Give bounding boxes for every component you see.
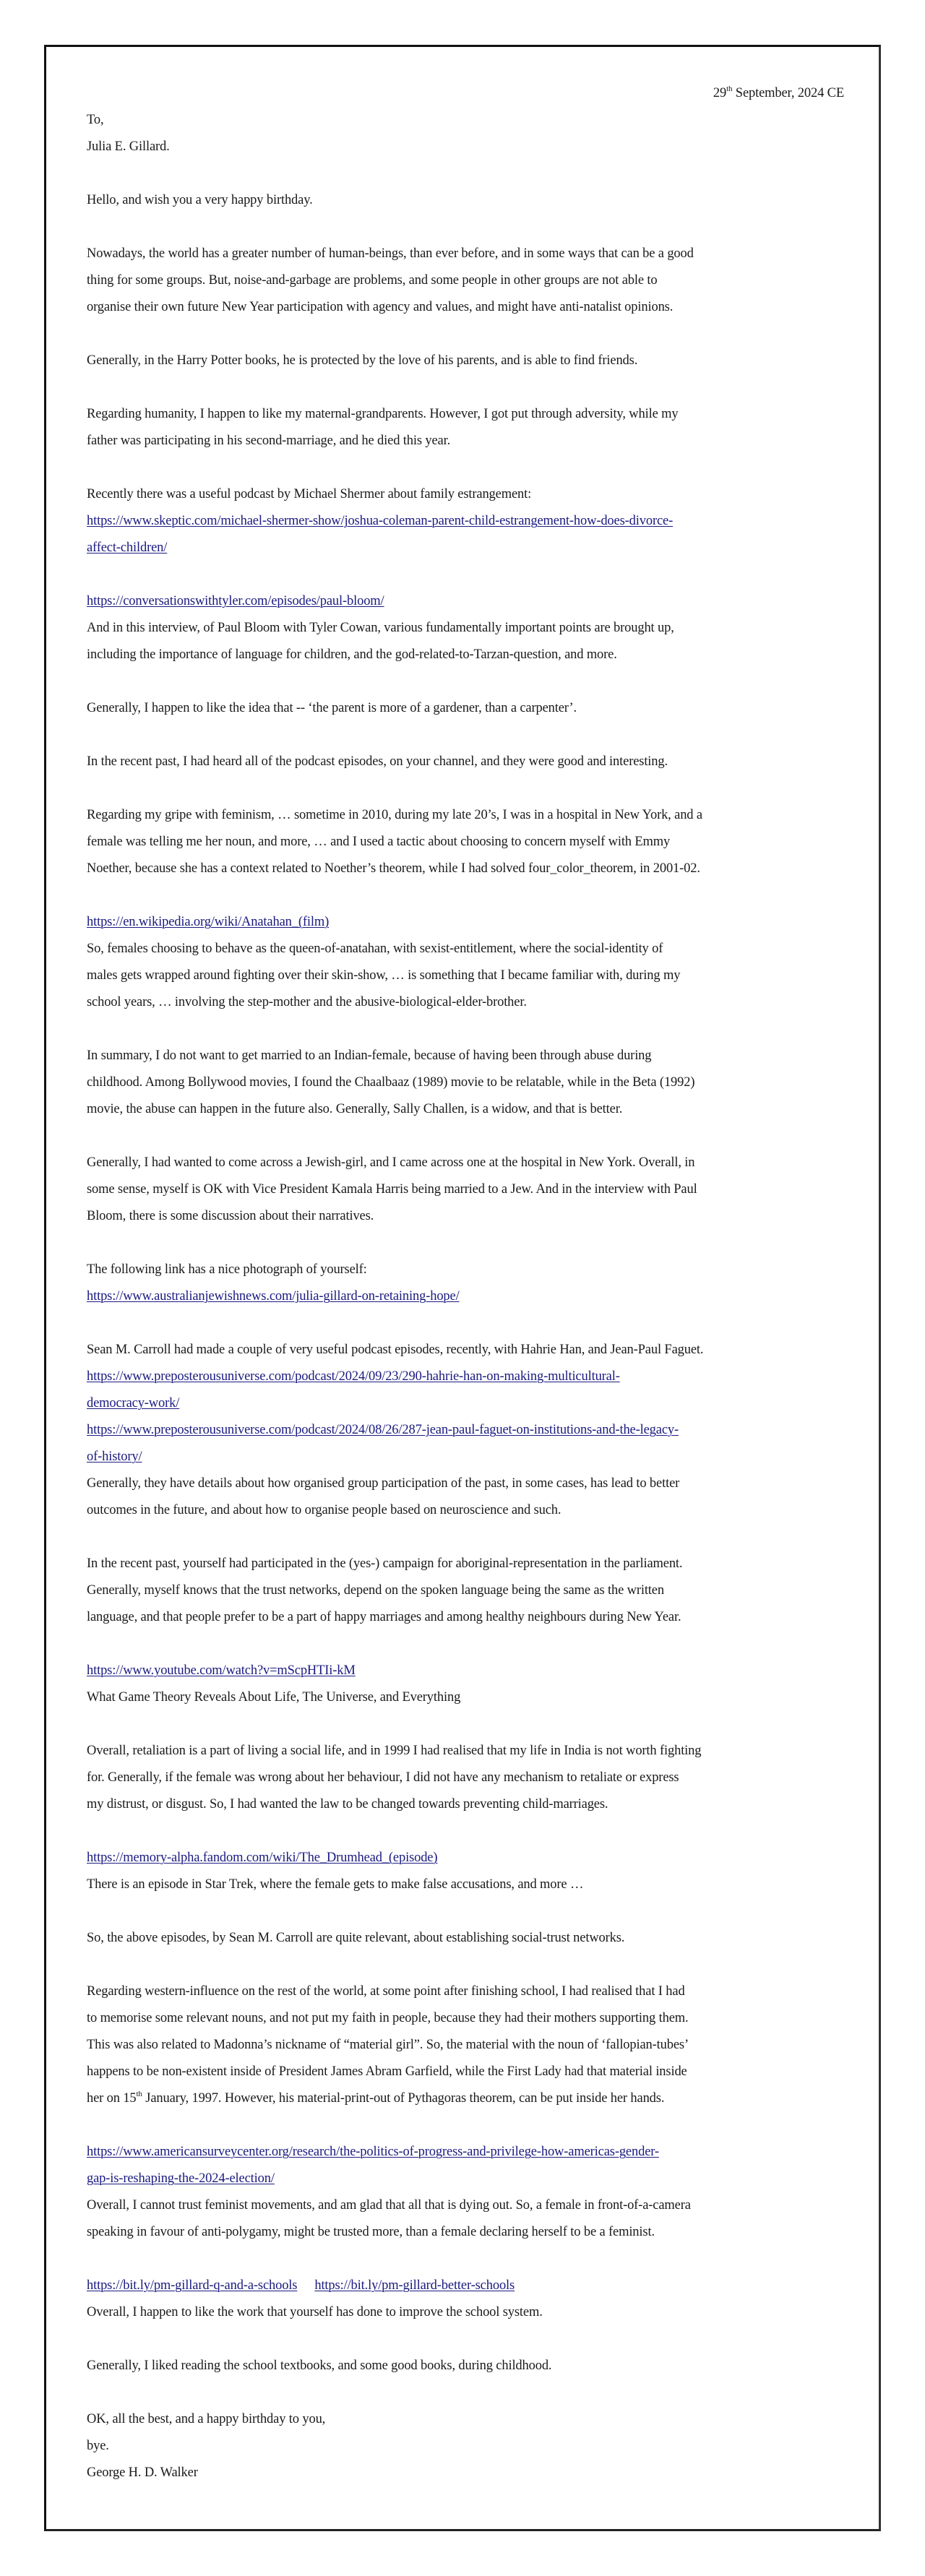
closing-wishes: OK, all the best, and a happy birthday to you, [87, 2412, 326, 2426]
paragraph-game-theory: https://www.youtube.com/watch?v=mScpHTIi-kM What Game Theory Reveals About Life, The Universe, and Everything [87, 1663, 461, 1705]
american-survey-center-link[interactable]: https://www.americansurveycenter.org/research/the-politics-of-progress-and-privilege-how-americas-gender- [87, 2145, 659, 2159]
paragraph-retaliation: Overall, retaliation is a part of living a social life, and in 1999 I had realised that my life in India is not worth fighting for. Generally, if the female was wrong about her behaviour, I did not have any mechanism to retaliate or express my distrust, or disgust. So, I had wanted the law to be changed towards preventing child-marriages. [87, 1744, 702, 1812]
closing-bye: bye. [87, 2439, 109, 2453]
to-label: To, [87, 113, 104, 127]
letter-date: 29th September, 2024 CE [713, 84, 844, 100]
paragraph-humanity: Regarding humanity, I happen to like my maternal-grandparents. However, I got put through adversity, while my father was participating in his second-marriage, and he died this year. [87, 407, 679, 448]
skeptic-link-cont[interactable]: affect-children/ [87, 540, 168, 555]
paragraph-schools: https://bit.ly/pm-gillard-q-and-a-schools https://bit.ly/pm-gillard-better-schools Overall, I happen to like the work that yourself has done to improve the school system. [87, 2278, 543, 2319]
paragraph-drumhead: https://memory-alpha.fandom.com/wiki/The_Drumhead_(episode) There is an episode in Star Trek, where the female gets to make false accusations, and more … [87, 1851, 584, 1892]
signature: George H. D. Walker [87, 2465, 198, 2480]
letter-page [44, 45, 881, 2531]
gillard-better-schools-link[interactable]: https://bit.ly/pm-gillard-better-schools [314, 2278, 515, 2293]
hahrie-han-podcast-link[interactable]: https://www.preposterousuniverse.com/podcast/2024/09/23/290-hahrie-han-on-making-multicultural- [87, 1369, 620, 1384]
skeptic-link[interactable]: https://www.skeptic.com/michael-shermer-show/joshua-coleman-parent-child-estrangement-how-does-divorce- [87, 514, 674, 528]
memory-alpha-drumhead-link[interactable]: https://memory-alpha.fandom.com/wiki/The_Drumhead_(episode) [87, 1851, 438, 1865]
paragraph-photograph: The following link has a nice photograph of yourself: https://www.australianjewishnews.com/julia-gillard-on-retaining-hope/ [87, 1262, 460, 1304]
paragraph-western-influence: Regarding western-influence on the rest of the world, at some point after finishing school, I had realised that I had to memorise some relevant nouns, and not put my faith in people, because they had their mothers supporting them. This was also related to Madonna’s nickname of “material girl”. So, the material with the noun of ‘fallopian-tubes’ happens to be non-existent inside of President James Abram Garfield, while the First Lady had that material inside her on 15th January, 1997. However, his material-print-out of Pythagoras theorem, can be put inside her hands. [87, 1984, 689, 2106]
conversations-with-tyler-link[interactable]: https://conversationswithtyler.com/episodes/paul-bloom/ [87, 594, 384, 608]
paragraph-carroll-relevance: So, the above episodes, by Sean M. Carroll are quite relevant, about establishing social-trust networks. [87, 1931, 625, 1945]
faguet-podcast-link-cont[interactable]: of-history/ [87, 1449, 142, 1464]
gillard-q-and-a-schools-link[interactable]: https://bit.ly/pm-gillard-q-and-a-schools [87, 2278, 298, 2293]
closing [87, 2406, 846, 2486]
recipient-name: Julia E. Gillard. [87, 139, 170, 154]
paragraph-sean-carroll: Sean M. Carroll had made a couple of very useful podcast episodes, recently, with Hahrie Han, and Jean-Paul Faguet. https://www.preposterousuniverse.com/podcast/2024/09/23/290-hahrie-han-on-making-multicultural- democracy-work/ https://www.preposterousuniverse.com/podcast/2024/08/26/287-jean-paul-faguet-on-institutions-and-the-legacy- of-history/ Generally, they have details about how organised group participation of the past, in some cases, has lead to better outcomes in the future, and about how to organise people based on neuroscience and such. [87, 1343, 704, 1517]
paragraph-shermer: Recently there was a useful podcast by Michael Shermer about family estrangement: https://www.skeptic.com/michael-shermer-show/joshua-coleman-parent-child-estrangement-how-does-divorce- affect-children/ [87, 487, 674, 555]
letter-body [87, 80, 846, 2486]
paragraph-podcast-episodes: In the recent past, I had heard all of the podcast episodes, on your channel, and they were good and interesting. [87, 754, 668, 769]
greeting: Hello, and wish you a very happy birthday. [87, 193, 313, 207]
paragraph-aboriginal-representation: In the recent past, yourself had participated in the (yes-) campaign for aboriginal-representation in the parliament. Generally, myself knows that the trust networks, depend on the spoken language being the same as the written language, and that people prefer to be a part of happy marriages and among healthy neighbours during New Year. [87, 1556, 683, 1624]
paragraph-harry-potter: Generally, in the Harry Potter books, he is protected by the love of his parents, and is able to find friends. [87, 353, 638, 368]
paragraph-gardener: Generally, I happen to like the idea that -- ‘the parent is more of a gardener, than a carpenter’. [87, 701, 577, 715]
hahrie-han-podcast-link-cont[interactable]: democracy-work/ [87, 1396, 180, 1410]
paragraph-paul-bloom: https://conversationswithtyler.com/episodes/paul-bloom/ And in this interview, of Paul Bloom with Tyler Cowan, various fundamentally important points are brought up, including the importance of language for children, and the god-related-to-Tarzan-question, and more. [87, 594, 674, 662]
paragraph-feminism: Regarding my gripe with feminism, … sometime in 2010, during my late 20’s, I was in a hospital in New York, and a female was telling me her noun, and more, … and I used a tactic about choosing to concern myself with Emmy Noether, because she has a context related to Noether’s theorem, while I had solved four_color_theorem, in 2001-02. [87, 808, 702, 876]
paragraph-anatahan: https://en.wikipedia.org/wiki/Anatahan_(film) So, females choosing to behave as the queen-of-anatahan, with sexist-entitlement, where the social-identity of males gets wrapped around fighting over their skin-show, … is something that I became familiar with, during my school years, … involving the step-mother and the abusive-biological-elder-brother. [87, 915, 681, 1009]
paragraph-gender-gap: https://www.americansurveycenter.org/research/the-politics-of-progress-and-privilege-how-americas-gender- gap-is-reshaping-the-2024-election/ Overall, I cannot trust feminist movements, and am glad that all that is dying out. So, a female in front-of-a-camera speaking in favour of anti-polygamy, might be trusted more, than a female declaring herself to be a feminist. [87, 2145, 691, 2239]
australian-jewish-news-link[interactable]: https://www.australianjewishnews.com/julia-gillard-on-retaining-hope/ [87, 1289, 460, 1304]
paragraph-textbooks: Generally, I liked reading the school textbooks, and some good books, during childhood. [87, 2359, 552, 2373]
paragraph-population: Nowadays, the world has a greater number of human-beings, than ever before, and in some ways that can be a good thing for some groups. But, noise-and-garbage are problems, and some people in other groups are not able to organise their own future New Year participation with agency and values, and might have anti-natalist opinions. [87, 246, 694, 314]
youtube-game-theory-link[interactable]: https://www.youtube.com/watch?v=mScpHTIi-kM [87, 1663, 356, 1678]
paragraph-summary: In summary, I do not want to get married to an Indian-female, because of having been through abuse during childhood. Among Bollywood movies, I found the Chaalbaaz (1989) movie to be relatable, while in the Beta (1992) movie, the abuse can happen in the future also. Generally, Sally Challen, is a widow, and that is better. [87, 1048, 695, 1116]
paragraph-jewish-girl: Generally, I had wanted to come across a Jewish-girl, and I came across one at the hospital in New York. Overall, in some sense, myself is OK with Vice President Kamala Harris being married to a Jew. And in the interview with Paul Bloom, there is some discussion about their narratives. [87, 1155, 697, 1223]
faguet-podcast-link[interactable]: https://www.preposterousuniverse.com/podcast/2024/08/26/287-jean-paul-faguet-on-institutions-and-the-legacy- [87, 1423, 679, 1437]
anatahan-wikipedia-link[interactable]: https://en.wikipedia.org/wiki/Anatahan_(film) [87, 915, 330, 929]
american-survey-center-link-cont[interactable]: gap-is-reshaping-the-2024-election/ [87, 2171, 275, 2186]
